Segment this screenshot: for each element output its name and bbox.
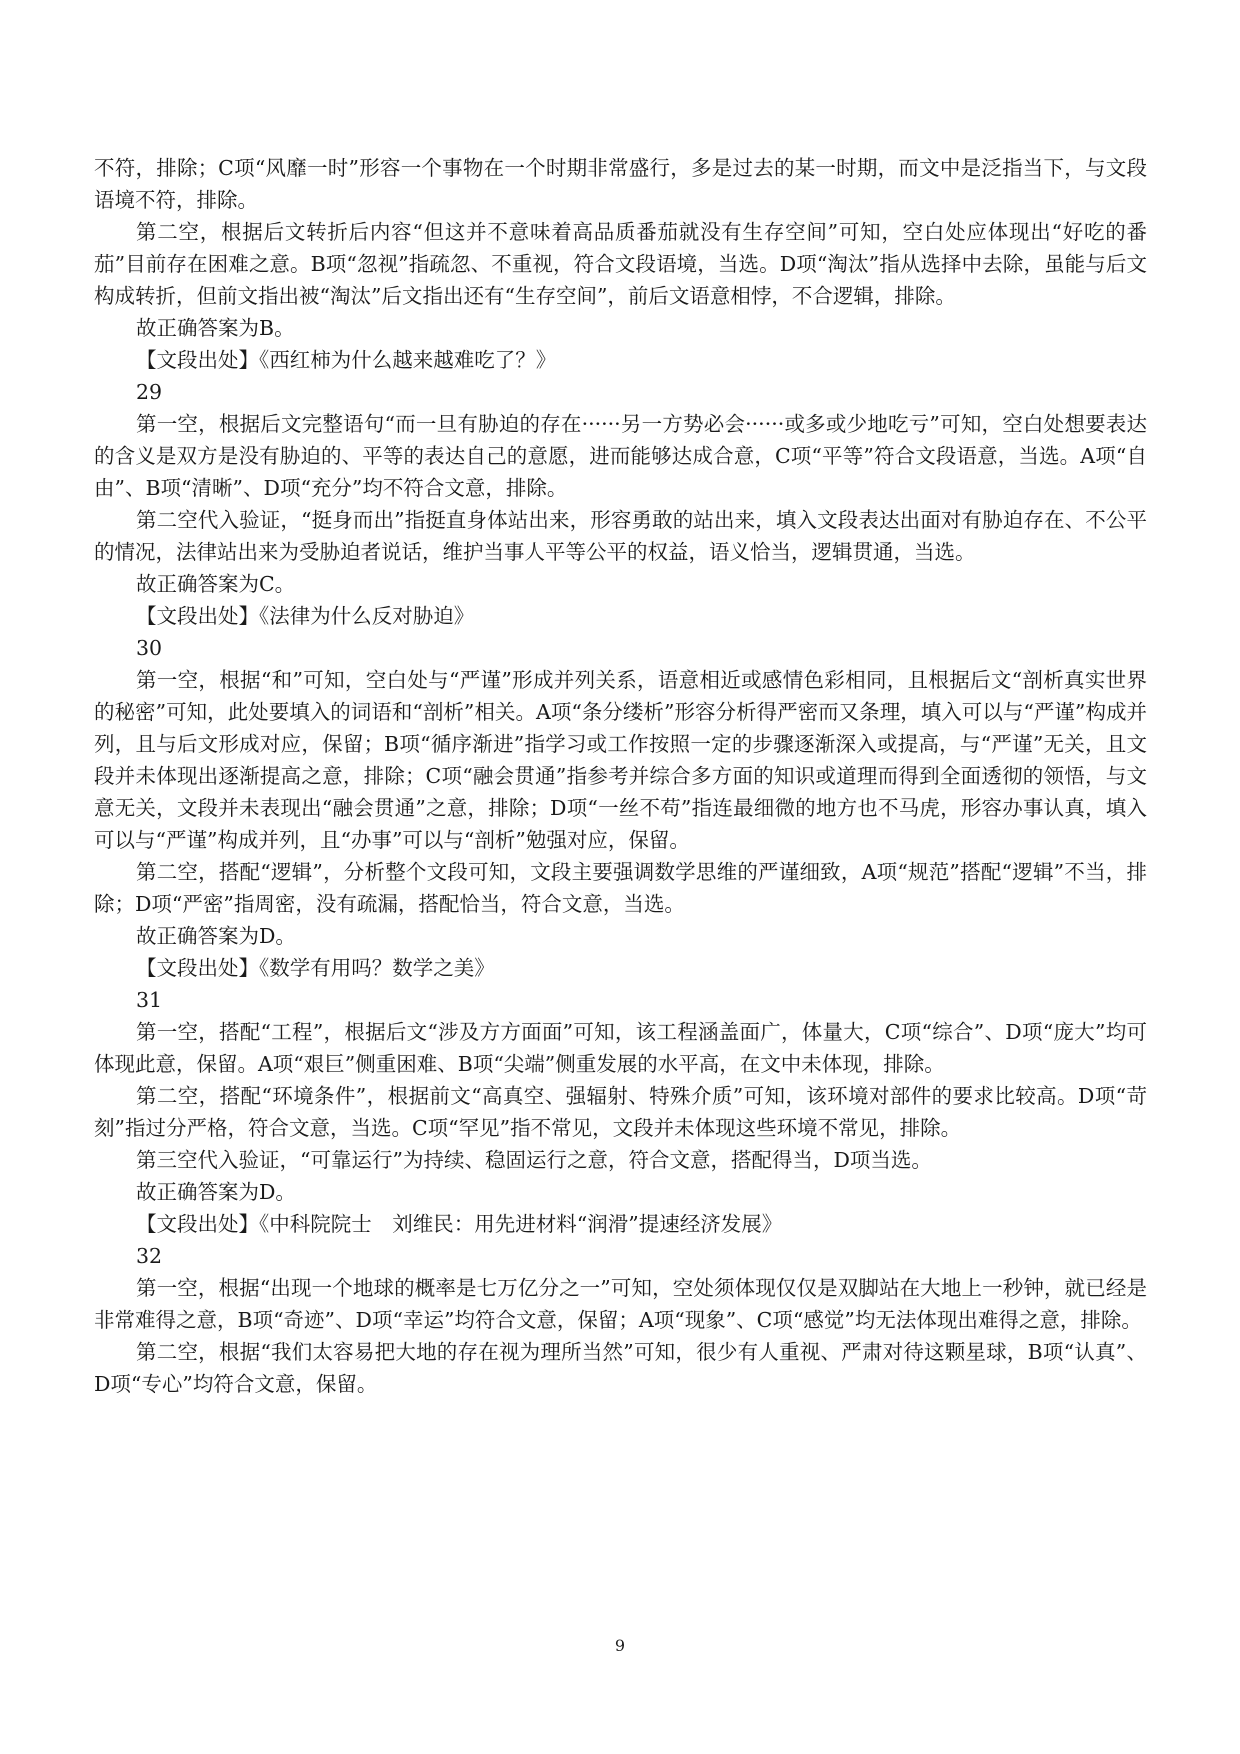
paragraph: 【文段出处】《西红柿为什么越来越难吃了？》 xyxy=(136,348,557,372)
paragraph: 故正确答案为B。 xyxy=(136,316,295,340)
paragraph: 故正确答案为D。 xyxy=(136,1180,296,1204)
paragraph: 第一空，搭配“工程”，根据后文“涉及方方面面”可知，该工程涵盖面广，体量大，C项“综合”、D项“庞大”均可体现此意，保留。A项“艰巨”侧重困难、B项“尖端”侧重发展的水平高，在文中未体现，排除。 xyxy=(94,1020,1147,1076)
paragraph: 第二空，搭配“环境条件”，根据前文“高真空、强辐射、特殊介质”可知，该环境对部件的要求比较高。D项“苛刻”指过分严格，符合文意，当选。C项“罕见”指不常见，文段并未体现这些环境不常见，排除。 xyxy=(94,1084,1147,1140)
paragraph: 故正确答案为C。 xyxy=(136,572,296,596)
paragraph: 32 xyxy=(136,1244,163,1268)
paragraph: 第二空，根据“我们太容易把大地的存在视为理所当然”可知，很少有人重视、严肃对待这颗星球，B项“认真”、D项“专心”均符合文意，保留。 xyxy=(94,1340,1147,1396)
paragraph: 第一空，根据“出现一个地球的概率是七万亿分之一”可知，空处须体现仅仅是双脚站在大地上一秒钟，就已经是非常难得之意，B项“奇迹”、D项“幸运”均符合文意，保留；A项“现象”、C项“感觉”均无法体现出难得之意，排除。 xyxy=(94,1276,1147,1332)
paragraph: 【文段出处】《中科院院士 刘维民：用先进材料“润滑”提速经济发展》 xyxy=(136,1212,783,1236)
paragraph: 第一空，根据后文完整语句“而一旦有胁迫的存在······另一方势必会······或多或少地吃亏”可知，空白处想要表达的含义是双方是没有胁迫的、平等的表达自己的意愿，进而能够达成合意，C项“平等”符合文段语意，当选。A项“自由”、B项“清晰”、D项“充分”均不符合文意，排除。 xyxy=(94,412,1147,500)
paragraph: 第一空，根据“和”可知，空白处与“严谨”形成并列关系，语意相近或感情色彩相同，且根据后文“剖析真实世界的秘密”可知，此处要填入的词语和“剖析”相关。A项“条分缕析”形容分析得严密而又条理，填入可以与“严谨”构成并列，且与后文形成对应，保留；B项“循序渐进”指学习或工作按照一定的步骤逐渐深入或提高，与“严谨”无关，且文段并未体现出逐渐提高之意，排除；C项“融会贯通”指参考并综合多方面的知识或道理而得到全面透彻的领悟，与文意无关，文段并未表现出“融会贯通”之意，排除；D项“一丝不苟”指连最细微的地方也不马虎，形容办事认真，填入可以与“严谨”构成并列，且“办事”可以与“剖析”勉强对应，保留。 xyxy=(94,668,1147,852)
page-number: 9 xyxy=(614,1636,626,1655)
paragraph: 【文段出处】《法律为什么反对胁迫》 xyxy=(136,604,475,628)
paragraph: 故正确答案为D。 xyxy=(136,924,296,948)
paragraph: 29 xyxy=(136,380,163,404)
paragraph: 31 xyxy=(136,988,163,1012)
paragraph: 第二空，根据后文转折后内容“但这并不意味着高品质番茄就没有生存空间”可知，空白处应体现出“好吃的番茄”目前存在困难之意。B项“忽视”指疏忽、不重视，符合文段语境，当选。D项“淘汰”指从选择中去除，虽能与后文构成转折，但前文指出被“淘汰”后文指出还有“生存空间”，前后文语意相悖，不合逻辑，排除。 xyxy=(94,220,1147,308)
paragraph: 第三空代入验证，“可靠运行”为持续、稳固运行之意，符合文意，搭配得当，D项当选。 xyxy=(136,1148,932,1172)
paragraph: 第二空，搭配“逻辑”，分析整个文段可知，文段主要强调数学思维的严谨细致，A项“规范”搭配“逻辑”不当，排除；D项“严密”指周密，没有疏漏，搭配恰当，符合文意，当选。 xyxy=(94,860,1147,916)
paragraph: 不符，排除；C项“风靡一时”形容一个事物在一个时期非常盛行，多是过去的某一时期，而文中是泛指当下，与文段语境不符，排除。 xyxy=(94,156,1147,212)
document-body xyxy=(94,152,1147,1400)
paragraph: 【文段出处】《数学有用吗？数学之美》 xyxy=(136,956,495,980)
paragraph: 30 xyxy=(136,636,163,660)
paragraph: 第二空代入验证，“挺身而出”指挺直身体站出来，形容勇敢的站出来，填入文段表达出面对有胁迫存在、不公平的情况，法律站出来为受胁迫者说话，维护当事人平等公平的权益，语义恰当，逻辑贯通，当选。 xyxy=(94,508,1147,564)
